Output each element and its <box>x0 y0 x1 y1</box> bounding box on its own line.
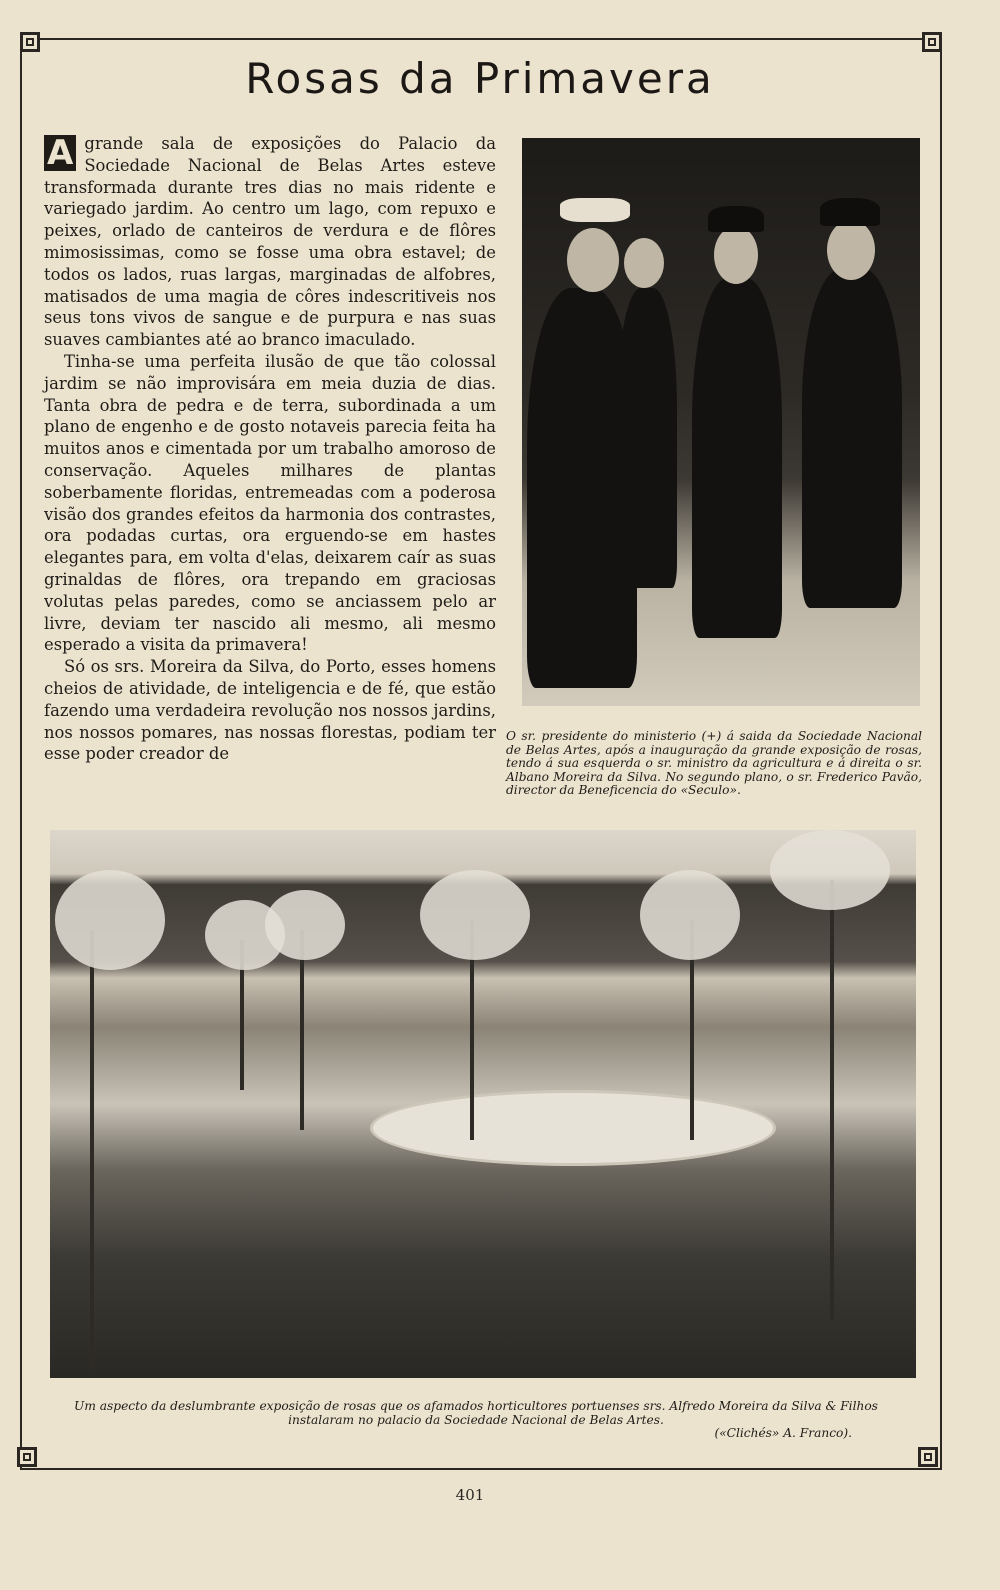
figure-head-2 <box>624 238 664 288</box>
photo-credit: («Clichés» A. Franco). <box>714 1426 852 1441</box>
rose-tree-crown <box>640 870 740 960</box>
figure-man-3 <box>692 278 782 638</box>
page-title: Rosas da Primavera <box>245 54 715 103</box>
figure-head-1 <box>567 228 619 292</box>
article-paragraph-2: Tinha-se uma perfeita ilusão de que tão colossal jardim se não improvisára em meia duzia de dias. Tanta obra de pedra e de terra, subordinada a um plano de engenho e de gosto notaveis parecia feita ha muitos anos e cimentada por um trabalho amoroso de conservação. Aqueles milhares de plantas soberbamente floridas, entremeadas com a poderosa visão dos grandes efeitos da harmonia dos contrastes, ora podadas curtas, ora erguendo-se em hastes elegantes para, em volta d'elas, deixarem caír as suas grinaldas de flôres, ora trepando em graciosas volutas pelas paredes, como se anciassem pelo ar livre, deviam ter nascido ali mesmo, ali mesmo esperado a visita da primavera! <box>44 351 496 655</box>
corner-ornament-bottom-right <box>918 1447 938 1467</box>
rose-tree-trunk <box>300 930 304 1130</box>
corner-ornament-top-left <box>20 32 40 52</box>
article-paragraph-1 <box>44 133 496 351</box>
article-body <box>44 133 496 765</box>
straw-hat <box>560 198 630 222</box>
photo-officials-caption: O sr. presidente do ministerio (+) á saida da Sociedade Nacional de Belas Artes, após a inauguração da grande exposição de rosas, tendo á sua esquerda o sr. ministro da agricultura e á direita o sr. Albano Moreira da Silva. No segundo plano, o sr. Frederico Pavão, director da Beneficencia do «Seculo». <box>506 729 922 798</box>
figure-head-3 <box>714 226 758 284</box>
page-number: 401 <box>455 1486 485 1504</box>
drop-cap: A <box>44 135 76 171</box>
garden-pond <box>370 1090 776 1166</box>
photo-rose-garden <box>50 830 916 1378</box>
rose-tree-trunk <box>90 930 94 1370</box>
article-paragraph-1-text: grande sala de exposições do Palacio da Sociedade Nacional de Belas Artes esteve transformada durante tres dias no mais ridente e variegado jardim. Ao centro um lago, com repuxo e peixes, orlado de canteiros de verdura e de flôres mimosissimas, como se fosse uma obra estavel; de todos os lados, ruas largas, marginadas de alfobres, matisados de uma magia de côres indescritiveis nos seus tons vivos de sangue e de purpura e nas suas suaves cambiantes até ao branco imaculado. <box>44 134 496 350</box>
photo-garden-caption-text: Um aspecto da deslumbrante exposição de rosas que os afamados horticultores portuenses srs. Alfredo Moreira da Silva & Filhos instalaram no palacio da Sociedade Nacional de Belas Artes. <box>74 1399 878 1427</box>
bowler-hat-2 <box>820 198 880 226</box>
rose-tree-crown <box>55 870 165 970</box>
rose-tree-trunk <box>830 880 834 1320</box>
corner-ornament-top-right <box>922 32 942 52</box>
rose-tree-crown <box>420 870 530 960</box>
rose-tree-crown <box>770 830 890 910</box>
rose-tree-crown <box>265 890 345 960</box>
figure-man-2 <box>617 288 677 588</box>
corner-ornament-bottom-left <box>17 1447 37 1467</box>
photo-garden-caption <box>40 1400 912 1441</box>
bowler-hat-1 <box>708 206 764 232</box>
figure-man-4 <box>802 268 902 608</box>
figure-head-4 <box>827 220 875 280</box>
article-paragraph-3: Só os srs. Moreira da Silva, do Porto, esses homens cheios de atividade, de inteligencia e de fé, que estão fazendo uma verdadeira revolução nos nossos jardins, nos nossos pomares, nas nossas florestas, podiam ter esse poder creador de <box>44 657 496 764</box>
photo-officials-leaving <box>522 138 920 706</box>
